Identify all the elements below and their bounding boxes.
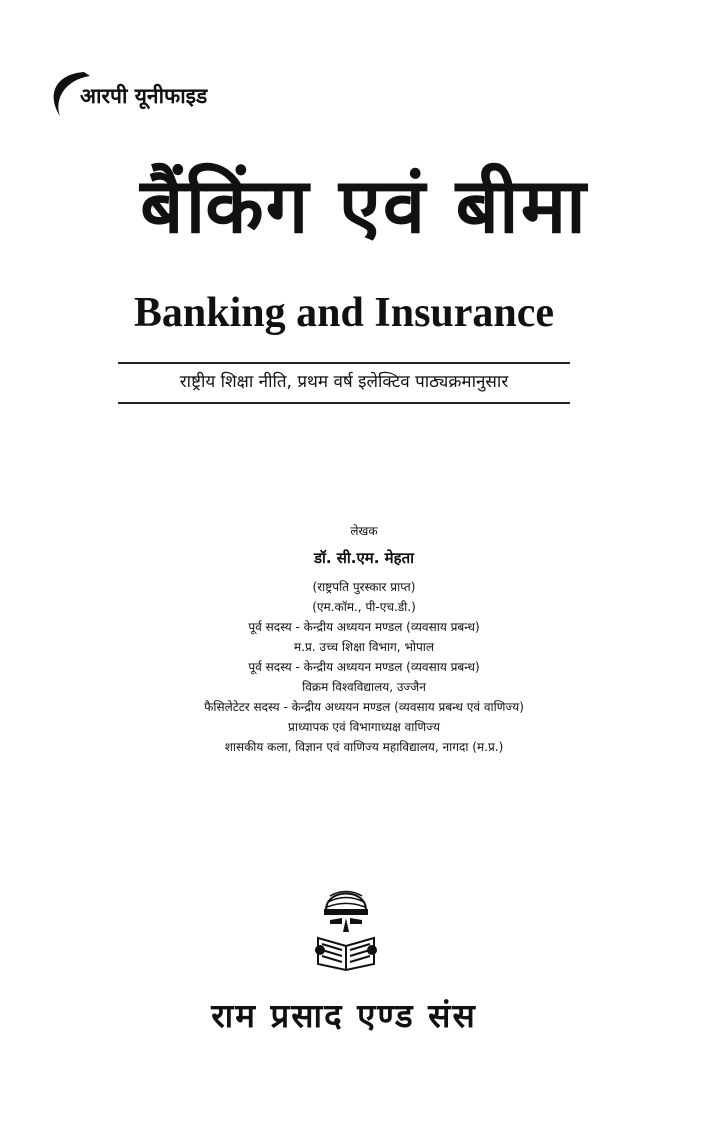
- series-name: आरपी यूनीफाइड: [80, 84, 208, 108]
- author-credential: शासकीय कला, विज्ञान एवं वाणिज्य महाविद्यालय, नागदा (म.प्र.): [224, 740, 504, 754]
- author-credential: फैसिलेटेटर सदस्य - केन्द्रीय अध्ययन मण्डल (व्यवसाय प्रबन्ध एवं वाणिज्य): [204, 700, 524, 714]
- author-credential: पूर्व सदस्य - केन्द्रीय अध्ययन मण्डल (व्यवसाय प्रबन्ध): [248, 620, 480, 634]
- author-credential: (एम.कॉम., पी-एच.डी.): [312, 600, 416, 614]
- book-title-english: Banking and Insurance: [133, 290, 555, 336]
- divider-top: [118, 362, 570, 364]
- author-credential: (राष्ट्रपति पुरस्कार प्राप्त): [312, 580, 416, 594]
- book-subtitle: राष्ट्रीय शिक्षा नीति, प्रथम वर्ष इलेक्टिव पाठ्यक्रमानुसार: [179, 372, 509, 392]
- author-credential: प्राध्यापक एवं विभागाध्यक्ष वाणिज्य: [288, 720, 440, 734]
- publisher-name: राम प्रसाद एण्ड संस: [211, 996, 477, 1035]
- author-label: लेखक: [350, 524, 378, 538]
- book-title-hindi: बैंकिंग एवं बीमा: [140, 161, 588, 250]
- author-block: [0, 522, 728, 757]
- reading-figure-logo-icon: [310, 880, 382, 972]
- author-name: डॉ. सी.एम. मेहता: [313, 549, 415, 567]
- divider-bottom: [118, 402, 570, 404]
- author-credential: पूर्व सदस्य - केन्द्रीय अध्ययन मण्डल (व्यवसाय प्रबन्ध): [248, 660, 480, 674]
- series-logo: [44, 66, 264, 126]
- author-credential: म.प्र. उच्च शिक्षा विभाग, भोपाल: [293, 640, 435, 654]
- author-credential: विक्रम विश्वविद्यालय, उज्जैन: [302, 680, 426, 694]
